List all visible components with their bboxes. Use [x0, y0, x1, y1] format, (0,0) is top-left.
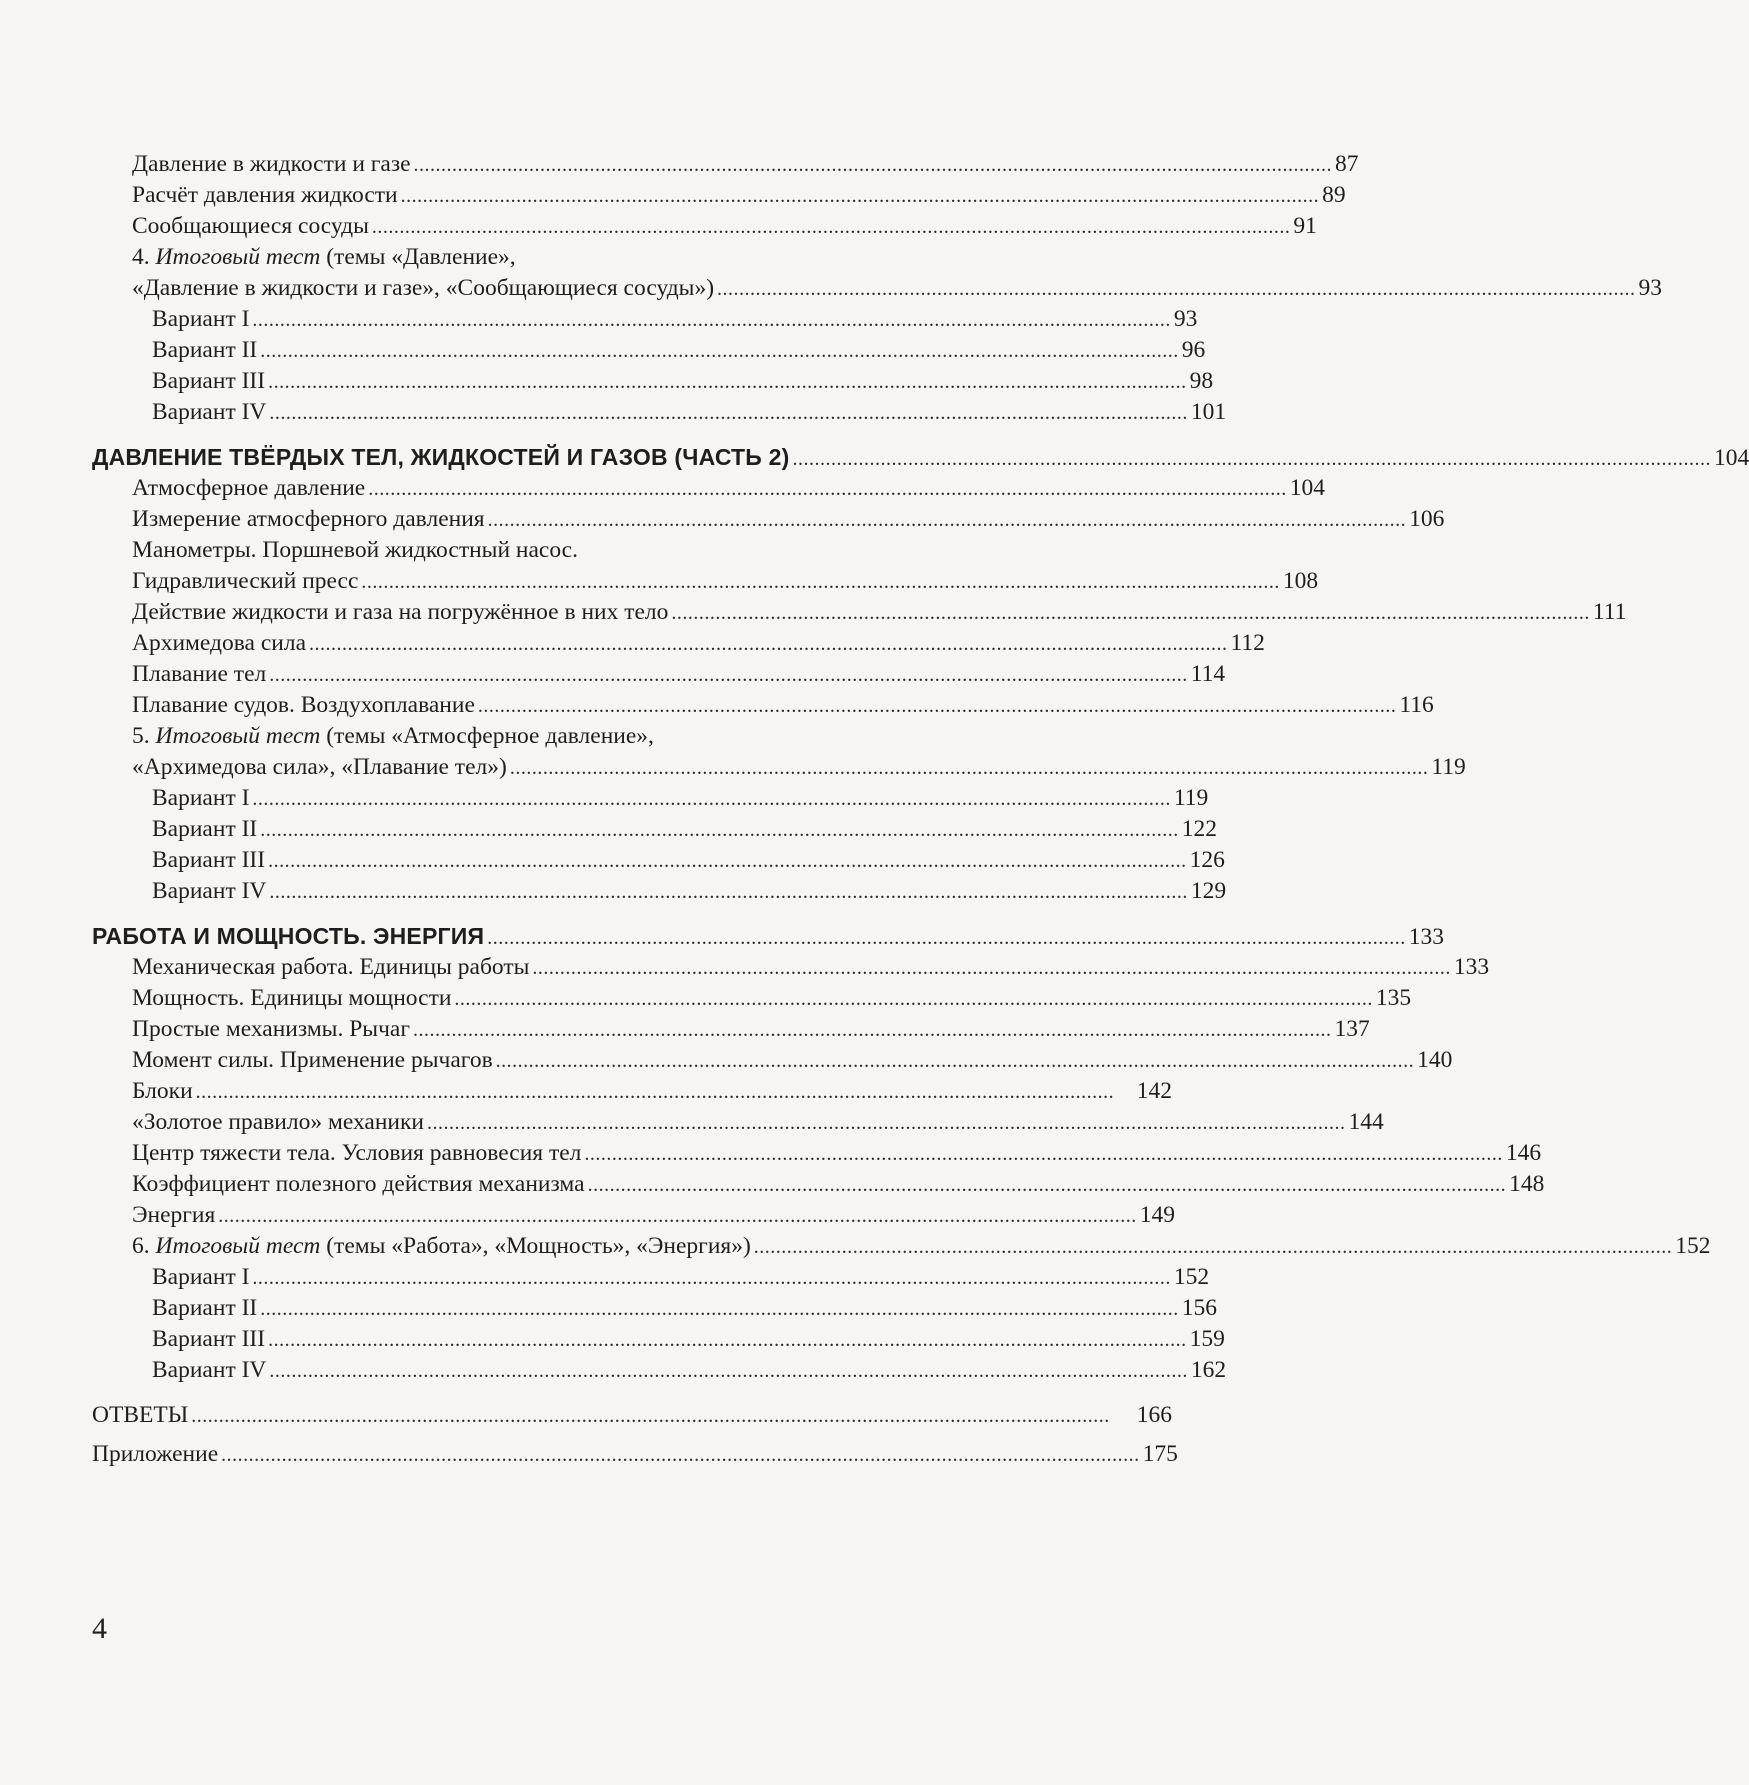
toc-entry-title: ДАВЛЕНИЕ ТВЁРДЫХ ТЕЛ, ЖИДКОСТЕЙ И ГАЗОВ (ЧАСТЬ 2)	[92, 444, 790, 470]
toc-page-number: 149	[1139, 1202, 1176, 1228]
toc-entry	[92, 473, 1325, 504]
test-label: Итоговый тест	[155, 723, 321, 749]
dot-leader: .......................................................................................................................................................................	[269, 664, 1188, 686]
toc-entry	[92, 273, 1663, 304]
toc-entry-title: Плавание тел	[132, 661, 267, 687]
toc-entry-title: «Архимедова сила», «Плавание тел»)	[132, 754, 507, 780]
toc-entry-title: Механическая работа. Единицы работы	[132, 954, 530, 980]
toc-entry-title: Гидравлический пресс	[132, 568, 359, 594]
toc-variant-entry	[92, 783, 1209, 814]
toc-entry-title: ОТВЕТЫ	[92, 1402, 189, 1428]
toc-entry-title: Вариант II	[152, 337, 258, 363]
toc-entry	[92, 1439, 1178, 1470]
dot-leader: .......................................................................................................................................................................	[268, 371, 1187, 393]
toc-entry-title: Коэффициент полезного действия механизма	[132, 1171, 585, 1197]
toc-entry-title: «Давление в жидкости и газе», «Сообщающиеся сосуды»)	[132, 275, 715, 301]
toc-entry-title	[132, 242, 516, 273]
toc-entry-title: РАБОТА И МОЩНОСТЬ. ЭНЕРГИЯ	[92, 923, 485, 949]
toc-page-number: 142	[1136, 1078, 1172, 1104]
toc-page-number: 156	[1181, 1295, 1217, 1321]
dot-leader: .......................................................................................................................................................................	[260, 340, 1179, 362]
toc-entry	[92, 659, 1226, 690]
test-label: Итоговый тест	[155, 1233, 321, 1259]
toc-variant-entry	[92, 397, 1227, 428]
toc-entry-title: Измерение атмосферного давления	[132, 506, 485, 532]
test-topics: (темы «Работа», «Мощность», «Энергия»)	[326, 1233, 751, 1259]
toc-entry-title: Вариант IV	[152, 399, 267, 425]
dot-leader: .......................................................................................................................................................................	[426, 1112, 1346, 1134]
toc-variant-entry	[92, 335, 1206, 366]
toc-entry	[92, 1014, 1370, 1045]
toc-entry	[92, 180, 1346, 211]
test-label: Итоговый тест	[155, 244, 321, 270]
toc-entry	[92, 1138, 1542, 1169]
toc-section-heading	[92, 442, 1749, 473]
toc-variant-entry	[92, 876, 1227, 907]
dot-leader: .......................................................................................................................................................................	[218, 1205, 1137, 1227]
toc-entry-title: Вариант I	[152, 306, 250, 332]
toc-entry-title: Вариант I	[152, 785, 250, 811]
dot-leader: .......................................................................................................................................................................	[412, 1019, 1332, 1041]
dot-leader: .......................................................................................................................................................................	[252, 309, 1171, 331]
dot-leader: .......................................................................................................................................................................	[717, 278, 1636, 300]
toc-entry	[92, 1107, 1384, 1138]
test-topics: (темы «Атмосферное давление»,	[326, 723, 654, 749]
dot-leader: .......................................................................................................................................................................	[671, 602, 1590, 624]
toc-variant-entry	[92, 1355, 1227, 1386]
toc-page-number: 89	[1322, 182, 1346, 208]
toc-variant-entry	[92, 1262, 1210, 1293]
dot-leader: .......................................................................................................................................................................	[260, 819, 1179, 841]
dot-leader: .......................................................................................................................................................................	[268, 850, 1187, 872]
toc-entry-title	[132, 721, 654, 752]
toc-entry	[92, 535, 1172, 566]
toc-page-number: 104	[1713, 445, 1749, 471]
toc-entry-title: Вариант III	[152, 1326, 266, 1352]
dot-leader: .......................................................................................................................................................................	[269, 402, 1188, 424]
toc-entry-title: Вариант III	[152, 847, 266, 873]
toc-page-number: 119	[1431, 754, 1466, 780]
toc-section-heading	[92, 921, 1444, 952]
toc-page-number: 104	[1289, 475, 1325, 501]
toc-entry-title: Вариант II	[152, 1295, 258, 1321]
toc-variant-entry	[92, 1293, 1217, 1324]
page-number: 4	[92, 1612, 107, 1645]
toc-entry	[92, 1045, 1453, 1076]
toc-page-number: 146	[1505, 1140, 1542, 1166]
toc-page-number: 96	[1181, 337, 1206, 363]
dot-leader: .......................................................................................................................................................................	[195, 1081, 1115, 1103]
dot-leader: .......................................................................................................................................................................	[252, 788, 1171, 810]
toc-page-number: 133	[1408, 924, 1444, 950]
toc-page-number: 108	[1282, 568, 1319, 594]
toc-entry-title: Простые механизмы. Рычаг	[132, 1016, 410, 1042]
dot-leader: .......................................................................................................................................................................	[269, 1360, 1188, 1382]
toc-page-number: 159	[1189, 1326, 1225, 1352]
dot-leader: .......................................................................................................................................................................	[191, 1405, 1110, 1427]
toc-entry	[92, 597, 1627, 628]
test-topics: (темы «Давление»,	[326, 244, 516, 270]
dot-leader: .......................................................................................................................................................................	[268, 1329, 1187, 1351]
table-of-contents	[92, 149, 1749, 1470]
toc-page-number: 133	[1453, 954, 1490, 980]
dot-leader: .......................................................................................................................................................................	[260, 1298, 1179, 1320]
toc-entry-title: Атмосферное давление	[132, 475, 366, 501]
toc-entry-title: Блоки	[132, 1078, 193, 1104]
toc-entry	[92, 952, 1490, 983]
toc-page-number: 93	[1173, 306, 1198, 332]
dot-leader: .......................................................................................................................................................................	[309, 633, 1228, 655]
toc-page-number: 101	[1190, 399, 1227, 425]
toc-entry	[92, 628, 1265, 659]
toc-entry-title: Вариант II	[152, 816, 258, 842]
toc-entry-title: Действие жидкости и газа на погружённое в них тело	[132, 599, 669, 625]
toc-entry-title: Мощность. Единицы мощности	[132, 985, 452, 1011]
dot-leader: .......................................................................................................................................................................	[252, 1267, 1171, 1289]
dot-leader: .......................................................................................................................................................................	[368, 478, 1287, 500]
dot-leader: .......................................................................................................................................................................	[477, 695, 1397, 717]
toc-page-number: 114	[1190, 661, 1226, 687]
toc-page-number: 119	[1173, 785, 1209, 811]
toc-page-number: 98	[1189, 368, 1214, 394]
toc-entry	[92, 690, 1434, 721]
test-number: 5.	[132, 723, 150, 749]
toc-page-number: 87	[1335, 151, 1359, 177]
toc-entry	[92, 721, 1172, 752]
toc-page-number: 152	[1173, 1264, 1210, 1290]
toc-entry	[92, 983, 1412, 1014]
toc-page-number: 126	[1189, 847, 1225, 873]
toc-entry-title: Сообщающиеся сосуды	[132, 213, 369, 239]
dot-leader: .......................................................................................................................................................................	[487, 927, 1406, 949]
toc-entry	[92, 242, 1172, 273]
toc-entry-title: Манометры. Поршневой жидкостный насос.	[132, 537, 578, 563]
dot-leader: .......................................................................................................................................................................	[454, 988, 1373, 1010]
toc-entry-title: Вариант IV	[152, 878, 267, 904]
dot-leader: .......................................................................................................................................................................	[269, 881, 1188, 903]
toc-entry	[92, 1200, 1176, 1231]
toc-variant-entry	[92, 845, 1225, 876]
dot-leader: .......................................................................................................................................................................	[495, 1050, 1415, 1072]
toc-page-number: 135	[1375, 985, 1412, 1011]
toc-entry	[92, 1231, 1711, 1262]
toc-entry	[92, 1169, 1545, 1200]
toc-page-number: 166	[1136, 1402, 1172, 1428]
dot-leader: .......................................................................................................................................................................	[587, 1174, 1507, 1196]
toc-entry	[92, 149, 1359, 180]
dot-leader: .......................................................................................................................................................................	[487, 509, 1407, 531]
toc-page-number: 137	[1334, 1016, 1370, 1042]
toc-entry-title: Давление в жидкости и газе	[132, 151, 411, 177]
toc-entry-title: «Золотое правило» механики	[132, 1109, 424, 1135]
toc-entry-title: Приложение	[92, 1441, 219, 1467]
toc-entry-title: Расчёт давления жидкости	[132, 182, 398, 208]
toc-entry-title: Архимедова сила	[132, 630, 307, 656]
toc-page-number: 112	[1230, 630, 1265, 656]
toc-entry	[92, 566, 1319, 597]
toc-page-number: 140	[1417, 1047, 1453, 1073]
toc-entry-title: Вариант III	[152, 368, 266, 394]
dot-leader: .......................................................................................................................................................................	[221, 1444, 1140, 1466]
dot-leader: .......................................................................................................................................................................	[584, 1143, 1503, 1165]
toc-variant-entry	[92, 304, 1198, 335]
dot-leader: .......................................................................................................................................................................	[400, 185, 1320, 207]
dot-leader: .......................................................................................................................................................................	[753, 1236, 1673, 1258]
toc-entry-title: Плавание судов. Воздухоплавание	[132, 692, 475, 718]
toc-page-number: 122	[1181, 816, 1217, 842]
toc-page-number: 111	[1592, 599, 1627, 625]
toc-entry	[92, 752, 1466, 783]
toc-variant-entry	[92, 366, 1214, 397]
test-number: 4.	[132, 244, 150, 270]
dot-leader: .......................................................................................................................................................................	[361, 571, 1280, 593]
toc-page-number: 148	[1509, 1171, 1545, 1197]
toc-entry	[92, 1076, 1172, 1107]
toc-page-number: 116	[1399, 692, 1434, 718]
toc-page-number: 91	[1293, 213, 1317, 239]
toc-entry-title: Энергия	[132, 1202, 216, 1228]
toc-page-number: 106	[1409, 506, 1445, 532]
dot-leader: .......................................................................................................................................................................	[509, 757, 1429, 779]
toc-page-number: 144	[1348, 1109, 1384, 1135]
toc-entry-title: Центр тяжести тела. Условия равновесия тел	[132, 1140, 582, 1166]
toc-entry-title: Вариант I	[152, 1264, 250, 1290]
dot-leader: .......................................................................................................................................................................	[371, 216, 1291, 238]
test-number: 6.	[132, 1233, 150, 1259]
toc-page-number: 93	[1638, 275, 1663, 301]
toc-entry	[92, 211, 1317, 242]
toc-entry	[92, 1400, 1172, 1431]
toc-page-number: 175	[1142, 1441, 1178, 1467]
toc-entry-title: Момент силы. Применение рычагов	[132, 1047, 493, 1073]
dot-leader: .......................................................................................................................................................................	[792, 448, 1711, 470]
toc-page-number: 129	[1190, 878, 1227, 904]
toc-entry-title: Вариант IV	[152, 1357, 267, 1383]
toc-variant-entry	[92, 814, 1217, 845]
toc-page-number: 162	[1190, 1357, 1227, 1383]
dot-leader: .......................................................................................................................................................................	[532, 957, 1451, 979]
toc-entry-title	[132, 1231, 751, 1262]
toc-entry	[92, 504, 1445, 535]
toc-page-number: 152	[1675, 1233, 1711, 1259]
toc-variant-entry	[92, 1324, 1225, 1355]
dot-leader: .......................................................................................................................................................................	[413, 154, 1333, 176]
